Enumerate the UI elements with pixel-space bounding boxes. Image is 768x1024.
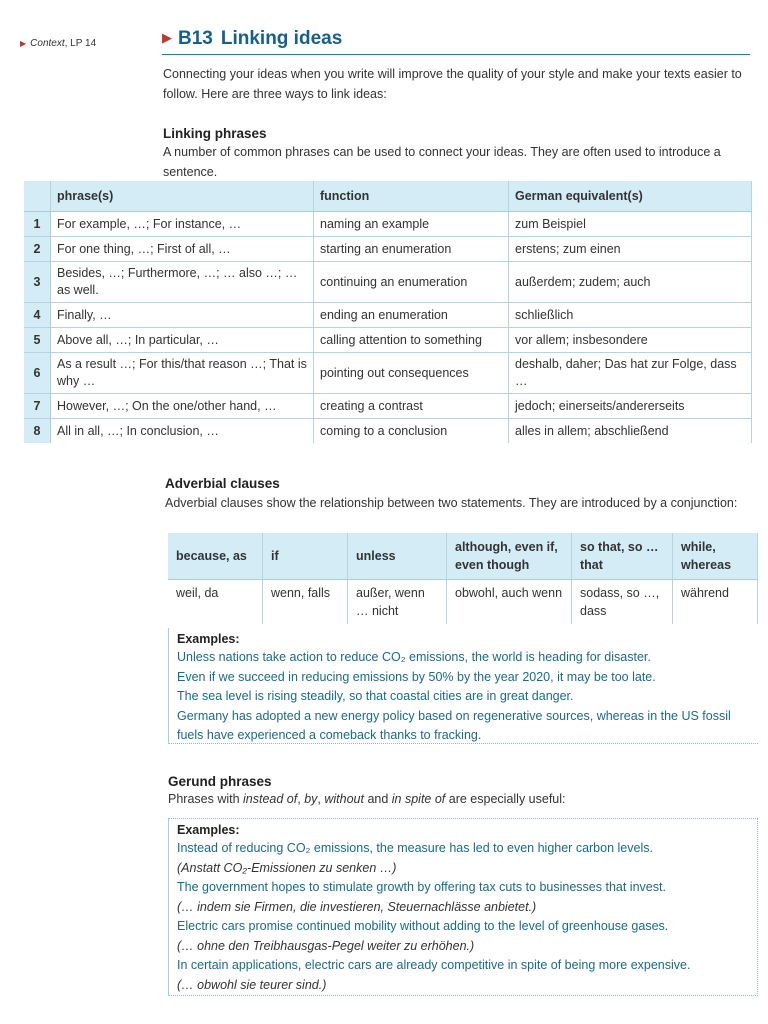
gerund-text-pre: Phrases with xyxy=(168,792,244,806)
section-code: B13 xyxy=(178,28,213,49)
adverbial-examples-box xyxy=(168,628,758,744)
row-number: 3 xyxy=(24,262,51,303)
function-cell: creating a contrast xyxy=(314,394,509,419)
phrase-cell: All in all, …; In conclusion, … xyxy=(51,419,314,444)
keyword: by xyxy=(304,792,318,806)
conjunction-header: because, as xyxy=(168,533,263,580)
phrase-cell: Above all, …; In particular, … xyxy=(51,328,314,353)
table-row xyxy=(24,419,752,444)
table-row xyxy=(24,328,752,353)
context-label: Context xyxy=(30,38,65,49)
conjunction-header: while, whereas xyxy=(673,533,758,580)
gerund-text-post: are especially useful: xyxy=(445,792,566,806)
examples-title: Examples: xyxy=(177,823,240,837)
gerund-examples-box xyxy=(168,818,758,996)
example-sentence: Unless nations take action to reduce CO₂ emissions, the world is heading for disaster. xyxy=(177,650,651,664)
keyword: without xyxy=(324,792,364,806)
row-number: 2 xyxy=(24,237,51,262)
phrase-cell: However, …; On the one/other hand, … xyxy=(51,394,314,419)
gerund-phrases-heading: Gerund phrases xyxy=(168,774,272,789)
column-header: phrase(s) xyxy=(51,181,314,212)
number-column-header xyxy=(24,181,51,212)
german-cell: jedoch; einerseits/andererseits xyxy=(509,394,752,419)
german-cell: deshalb, daher; Das hat zur Folge, dass … xyxy=(509,353,752,394)
row-number: 8 xyxy=(24,419,51,444)
table-header-row xyxy=(24,181,752,212)
linking-phrases-table xyxy=(24,181,752,443)
triangle-marker-icon: ▶ xyxy=(162,30,172,45)
context-lp: , LP 14 xyxy=(64,38,97,49)
conjunctions-table xyxy=(168,533,758,624)
separator: , xyxy=(297,792,305,806)
table-row xyxy=(24,262,752,303)
keyword: instead of xyxy=(243,792,298,806)
intro-text: Connecting your ideas when you write will improve the quality of your style and make your texts easier to follow. Here are three ways to link ideas: xyxy=(163,67,742,101)
function-cell: naming an example xyxy=(314,212,509,237)
row-number: 5 xyxy=(24,328,51,353)
table-row xyxy=(24,237,752,262)
page-title xyxy=(162,28,750,50)
function-cell: calling attention to something xyxy=(314,328,509,353)
separator: and xyxy=(363,792,392,806)
keyword: in spite of xyxy=(391,792,446,806)
function-cell: pointing out consequences xyxy=(314,353,509,394)
phrase-cell: For one thing, …; First of all, … xyxy=(51,237,314,262)
german-translation: (… indem sie Firmen, die investieren, Steuernachlässe anbietet.) xyxy=(177,899,537,914)
row-number: 6 xyxy=(24,353,51,394)
german-translation: (Anstatt CO₂-Emissionen zu senken …) xyxy=(177,860,397,875)
german-cell: sodass, so …, dass xyxy=(572,580,673,625)
linking-phrases-text: A number of common phrases can be used to connect your ideas. They are often used to introduce a sentence. xyxy=(163,145,721,179)
linking-phrases-heading: Linking phrases xyxy=(163,126,267,141)
german-cell: obwohl, auch wenn xyxy=(447,580,572,625)
german-cell: wenn, falls xyxy=(263,580,348,625)
column-header: function xyxy=(314,181,509,212)
table-row xyxy=(24,394,752,419)
arrow-right-icon: ▶ xyxy=(20,39,27,48)
table-row xyxy=(24,353,752,394)
column-header: German equivalent(s) xyxy=(509,181,752,212)
adverbial-clauses-heading: Adverbial clauses xyxy=(165,476,280,491)
german-cell: vor allem; insbesondere xyxy=(509,328,752,353)
table-row xyxy=(24,212,752,237)
function-cell: continuing an enumeration xyxy=(314,262,509,303)
function-cell: coming to a conclusion xyxy=(314,419,509,444)
example-sentence: The sea level is rising steadily, so that coastal cities are in great danger. xyxy=(177,689,574,703)
german-cell: während xyxy=(673,580,758,625)
section-header xyxy=(162,28,750,55)
german-cell: erstens; zum einen xyxy=(509,237,752,262)
table-header-row xyxy=(168,533,758,580)
german-translation: (… obwohl sie teurer sind.) xyxy=(177,977,327,992)
context-reference[interactable] xyxy=(20,38,96,49)
phrase-cell: As a result …; For this/that reason …; That is why … xyxy=(51,353,314,394)
conjunction-header: although, even if, even though xyxy=(447,533,572,580)
example-sentence: In certain applications, electric cars are already competitive in spite of being more expensive. xyxy=(177,958,691,972)
german-cell: alles in allem; abschließend xyxy=(509,419,752,444)
row-number: 7 xyxy=(24,394,51,419)
table-row xyxy=(168,580,758,625)
table-row xyxy=(24,303,752,328)
german-translation: (… ohne den Treibhausgas-Pegel weiter zu erhöhen.) xyxy=(177,938,475,953)
conjunction-header: unless xyxy=(348,533,447,580)
phrase-cell: Besides, …; Furthermore, …; … also …; … as well. xyxy=(51,262,314,303)
german-cell: außer, wenn … nicht xyxy=(348,580,447,625)
row-number: 1 xyxy=(24,212,51,237)
german-cell: außerdem; zudem; auch xyxy=(509,262,752,303)
function-cell: starting an enumeration xyxy=(314,237,509,262)
example-sentence: Even if we succeed in reducing emissions by 50% by the year 2020, it may be too late. xyxy=(177,669,656,684)
conjunction-header: if xyxy=(263,533,348,580)
german-cell: schließlich xyxy=(509,303,752,328)
function-cell: ending an enumeration xyxy=(314,303,509,328)
conjunction-header: so that, so … that xyxy=(572,533,673,580)
separator: , xyxy=(317,792,325,806)
examples-title: Examples: xyxy=(177,632,240,646)
example-sentence: Germany has adopted a new energy policy based on regenerative sources, whereas in the US fossil fuels have experienced a comeback thanks to fracking. xyxy=(177,708,731,742)
row-number: 4 xyxy=(24,303,51,328)
german-cell: weil, da xyxy=(168,580,263,625)
example-sentence: The government hopes to stimulate growth by offering tax cuts to businesses that invest. xyxy=(177,880,666,894)
section-title: Linking ideas xyxy=(220,28,343,49)
example-sentence: Electric cars promise continued mobility without adding to the level of greenhouse gases. xyxy=(177,919,669,933)
phrase-cell: For example, …; For instance, … xyxy=(51,212,314,237)
example-sentence: Instead of reducing CO₂ emissions, the measure has led to even higher carbon levels. xyxy=(177,841,653,855)
german-cell: zum Beispiel xyxy=(509,212,752,237)
adverbial-clauses-text: Adverbial clauses show the relationship between two statements. They are introduced by a conjunction: xyxy=(165,496,738,510)
gerund-phrases-text xyxy=(168,789,753,809)
phrase-cell: Finally, … xyxy=(51,303,314,328)
